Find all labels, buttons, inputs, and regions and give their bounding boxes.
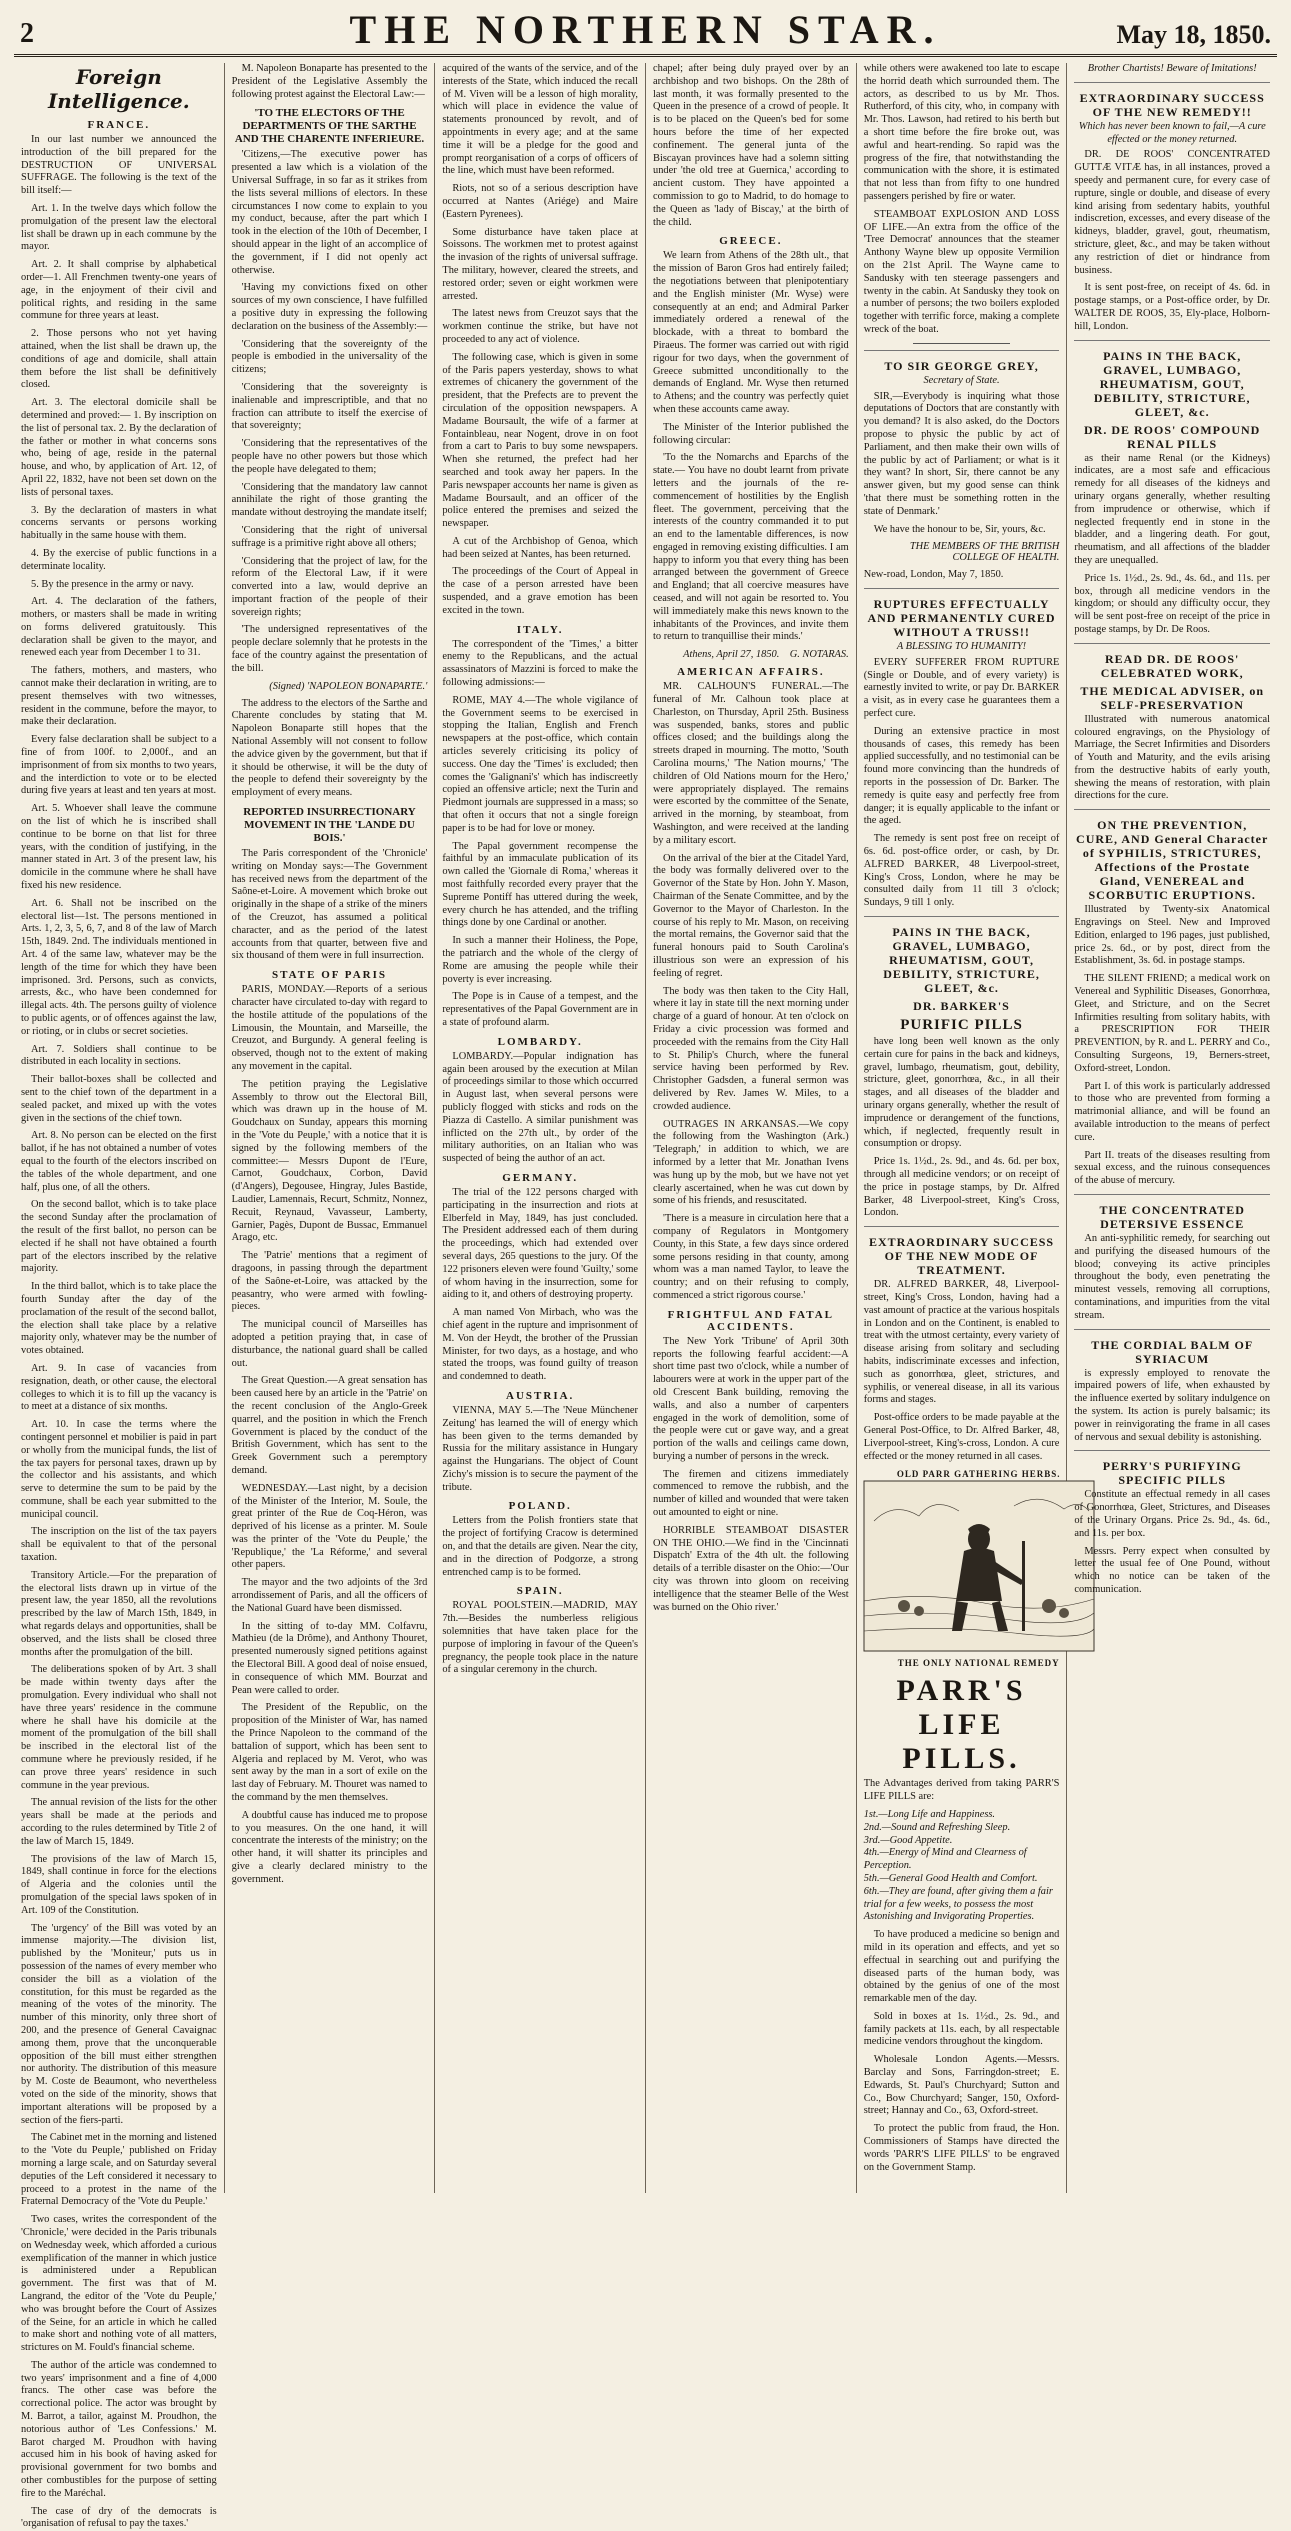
article-paragraph: Art. 7. Soldiers shall continue to be distributed in each locality in sections. <box>21 1043 217 1068</box>
advert-heading: TO SIR GEORGE GREY, <box>884 358 1039 373</box>
newspaper-title: THE NORTHERN STAR. <box>349 7 942 52</box>
advert-heading: RUPTURES EFFECTUALLY AND PERMANENTLY CURED WITHOUT A TRUSS!! <box>867 597 1056 640</box>
advantages-list <box>864 1809 1060 1924</box>
circular-signer: G. NOTARAS. <box>789 649 849 661</box>
article-paragraph: The firemen and citizens immediately commenced to remove the rubbish, and the number of killed and wounded that were taken out amounted to eight or nine. <box>653 1468 849 1519</box>
advert-heading: THE CORDIAL BALM OF SYRIACUM <box>1091 1337 1254 1366</box>
article-paragraph: PARIS, MONDAY.—Reports of a serious character have circulated to-day with regard to the hostile attitude of the populations of the Limousin, the Mountain, and Marseille, the Creuzot, and Burgundy. A general feeling is observed, though not to the extent of making any movement in the capital. <box>231 984 428 1072</box>
advert-paragraph: Illustrated by Twenty-six Anatomical Engravings on Steel. New and Improved Edition, enlarged to 196 pages, just published, price 2s. 6d., or by post, direct from the Establishment, 3s. 6d. in postage stamps. <box>1074 904 1271 967</box>
article-paragraph: ROYAL POOLSTEIN.—MADRID, MAY 7th.—Besides the numberless religious solemnities that have taken place for the purpose of imploring in favour of the Queen's pregnancy, the people took place in the nature of a singular ceremony in the church. <box>442 1600 639 1676</box>
article-paragraph: The 'Patrie' mentions that a regiment of dragoons, in passing through the department of the Saône-et-Loire, was attacked by the peasantry, who were armed with fowling-pieces. <box>231 1250 428 1313</box>
article-paragraph: Art. 9. In case of vacancies from resignation, death, or other cause, the electoral colleges to which it is to fill up the vacancy is to meet at a distance of six months. <box>21 1362 217 1413</box>
page-number: 2 <box>20 18 34 49</box>
article-paragraph: The trial of the 122 persons charged with participating in the insurrection and riots at Elberfeld in May, 1849, has just concluded. The President addressed each of them during the proceedings, which had extended over several days, 265 questions to the jury. Of the 122 prisoners eleven were found 'Guilty,' some of whom having in the insurrection, some for aiding to it, and others of destroying property. <box>442 1186 639 1301</box>
advert-paragraph: as their name Renal (or the Kidneys) indicates, are a most safe and efficacious remedy for all diseases of the kidneys and urinary organs generally, whether resulting from imprudence or otherwise, which if neglected frequently end in stone in the bladder, and a lingering death. For gout, rheumatism, and all affections of the bladder they are unequalled. <box>1074 452 1271 566</box>
advert-paragraph: To protect the public from fraud, the Hon. Commissioners of Stamps have directed the words 'PARR'S LIFE PILLS' to be engraved on the Government Stamp. <box>863 2123 1060 2173</box>
advert-doctor-name: DR. BARKER'S <box>913 999 1010 1014</box>
article-paragraph: A man named Von Mirbach, who was the chief agent in the rupture and imprisonment of M. Von der Heydt, the brother of the Prussian Minister, for two days, as a hostage, and who stated the troops, was found guilty of treason and condemned to death. <box>442 1307 639 1383</box>
article-paragraph: LOMBARDY.—Popular indignation has again been aroused by the execution at Milan of proceedings similar to those which occurred in August last, when several persons were publicly flogged with sticks and rods on the Piazza di Castello. A similar punishment was inflicted on the 27th ult., by order of the military authorities, on an Italian who was suspected of being the author of an act. <box>442 1050 639 1165</box>
article-paragraph: The Cabinet met in the morning and listened to the 'Vote du Peuple,' published on Friday morning a large scale, and on Saturday several deputies of the Left considered it necessary to proceed to a protest in the name of the Fraternal Democracy of the 'Vote du Peuple.' <box>21 2132 217 2208</box>
article-paragraph: Art. 5. Whoever shall leave the commune on the list of which he is inscribed shall continue to be borne on that list for three years, with the condition of justifying, in the manner stated in Art. 3 of the present law, his domicile in the commune where he shall have fixed his new residence. <box>21 803 217 892</box>
article-paragraph: Art. 3. The electoral domicile shall be determined and proved:— 1. By inscription on the list of personal tax. 2. By the declaration of the father or mother in what concerns sons who, being of age, reside in the paternal house, and who, by application of Art. 12, of April 22, 1832, have not been set down on the lists of personal taxes. <box>21 397 217 498</box>
subhead-greece: GREECE. <box>719 235 783 248</box>
advert-heading: ON THE PREVENTION, CURE, AND General Character of SYPHILIS, STRICTURES, Affections of the Prostate Gland, VENEREAL and SCORBUTIC ERUPTIONS. <box>1076 818 1269 903</box>
advert-paragraph: Sold in boxes at 1s. 1½d., 2s. 9d., and family packets at 11s. each, by all respectable medicine vendors throughout the kingdom. <box>863 2010 1060 2048</box>
article-paragraph: Two cases, writes the correspondent of the 'Chronicle,' were decided in the Paris tribunals on Wednesday week, which afforded a curious exemplification of the manner in which justice is administered under a Republican government. The first was that of M. Langrand, the editor of the 'Vote du Peuple,' who was brought before the Court of Assizes of the Seine, for an article in which he called to make short and nothing vote of all matters, strictures on M. Fould's financial scheme. <box>21 2214 217 2354</box>
advert-subheading: Which has never been known to fail,—A cure effected or the money returned. <box>1078 120 1266 145</box>
article-paragraph: Art. 8. No person can be elected on the first ballot, if he has not obtained a number of votes equal to the fourth of the electors inscribed on the tables of the whole department, and one half, plus one, of all the others. <box>21 1130 217 1193</box>
subhead-austria: AUSTRIA. <box>506 1389 575 1402</box>
advert-cordial-balm <box>1074 1329 1270 1445</box>
article-paragraph: VIENNA, MAY 5.—The 'Neue Münchener Zeitung' has learned the will of energy which has been given to the terms demanded by Russia for the military assistance in Hungary against the Hungarians. The object of Count Zichy's mission is to secure the payment of the tribute. <box>442 1404 639 1493</box>
protest-signature: (Signed) 'NAPOLEON BONAPARTE.' <box>269 680 428 692</box>
advert-paragraph: Post-office orders to be made payable at the General Post-Office, to Dr. Alfred Barker, 48, Liverpool-street, King's-cross, London. A cure effected or the money returned in all cases. <box>863 1412 1060 1462</box>
article-paragraph: The correspondent of the 'Times,' a bitter enemy to the Republicans, and the actual assassinators of Mazzini is forced to make the following admissions:— <box>442 638 639 689</box>
article-paragraph: In such a manner their Holiness, the Pope, the patriarch and the whole of the clergy of Rome are amusing the people while their poverty is ever increasing. <box>442 935 639 985</box>
article-paragraph: We learn from Athens of the 28th ult., that the mission of Baron Gros had entirely failed; the negotiations between that plenipotentiary and the English minister (Mr. Wyse) were consequently at an end; and Admiral Parker immediately ordered a renewal of the blockade, with a threat to bombard the Piraeus. The former was carried out with rigid rigour for two days, when the government of Greece submitted unconditionally to the demands of England. Mr. Wyse then returned to Athens; and the country was perfectly quiet when these accounts came away. <box>653 250 849 415</box>
article-paragraph: On the arrival of the bier at the Citadel Yard, the body was formally delivered over to the Governor of the State by Hon. John Y. Mason, Chairman of the Senate Committee, and by the Governor to the Mayor of Charleston. In the course of his reply to Mr. Mason, on receiving the mortal remains, the Governor said that the funeral honours paid to South Carolina's illustrious son were an expression of his feeling of regret. <box>653 852 849 979</box>
advert-paragraph: SIR,—Everybody is inquiring what those deputations of Doctors that are constantly with you demand? It is also asked, do the Doctors propose to physic the public by act of Parliament, and then make their own wills of the public by act of Parliament; or what is it they want? In short, Sir, there cannot be any answer given, but my good sense can think 'that there must be something rotten in the state of Denmark.' <box>863 390 1060 517</box>
column-2 <box>225 63 436 2193</box>
advert-paragraph: DR. ALFRED BARKER, 48, Liverpool-street, King's Cross, London, having had a vast amount of practice at the various hospitals in London and on the Continent, is enabled to treat with the utmost certainty, every variety of disease arising from solitary and secluding habits, indiscriminate excesses and infection, such as gonorrhœa, gleet, strictures, and syphilis, or venereal disease, in all its various forms and stages. <box>863 1279 1060 1406</box>
article-paragraph: ROME, MAY 4.—The whole vigilance of the Government seems to be exercised in stopping the Italian, English and French newspapers at the post-office, which contain articles severely criticising its policy of success. One day the 'Times' is excluded; then comes the 'Galignani's' which has indiscreetly copied an offensive article; next the Turin and Piedmont journals are suppressed in a mass; so that often it occurs that not a single foreign paper is to be had for love or money. <box>442 694 639 834</box>
article-paragraph: 'Considering that the sovereignty of the people is embodied in the universality of the citizens; <box>231 338 428 376</box>
subhead-germany: GERMANY. <box>502 1171 579 1184</box>
advert-paragraph: Price 1s. 1½d., 2s. 9d., 4s. 6d., and 11s. per box, through all medicine vendors in the kingdom; or should any difficulty occur, they will be sent post-free on receipt of the price in postage stamps, by Dr. De Roos. <box>1074 572 1271 635</box>
article-paragraph: The provisions of the law of March 15, 1849, shall continue in force for the elections of Algeria and the colonies until the promulgation of the special laws spoken of in Art. 109 of the Constitution. <box>21 1853 217 1916</box>
illustration-caption-top: OLD PARR GATHERING HERBS. <box>896 1469 1061 1480</box>
article-paragraph: 'The undersigned representatives of the people declare solemnly that he protests in the face of the country against the presentation of the bill. <box>231 624 428 674</box>
advert-subheading: A BLESSING TO HUMANITY! <box>896 641 1027 653</box>
advert-signature: THE MEMBERS OF THE BRITISH COLLEGE OF HEALTH. <box>909 541 1060 564</box>
article-paragraph: Every false declaration shall be subject to a fine of from 100f. to 2,000f., and an imprisonment of from six months to two years, and the interdiction to vote or to be elected during five years at least and ten years at most. <box>21 734 217 797</box>
article-paragraph: Letters from the Polish frontiers state that the project of fortifying Cracow is determined on, and that the details are given. Near the city, and in the direction of Podgorze, a strong entrenched camp is to be formed. <box>442 1515 639 1578</box>
advert-place: New-road, London, May 7, 1850. <box>863 569 1004 581</box>
advert-heading: EXTRAORDINARY SUCCESS OF THE NEW MODE OF TREATMENT. <box>868 1235 1055 1278</box>
article-paragraph: The deliberations spoken of by Art. 3 shall be made within twenty days after the promulgation. Every individual who shall not have three years' residence in the commune where he shall have his domicile at the moment of the promulgation of the bill shall be inscribed in the electoral list of the commune where he previously resided, if he can prove three years' residence in such commune in the year previous. <box>21 1664 217 1791</box>
advert-specific-pills <box>1074 1450 1270 1596</box>
advert-paragraph: It is sent post-free, on receipt of 4s. 6d. in postage stamps, or a Post-office order, by Dr. WALTER DE ROOS, 35, Ely-place, Holborn-hill, London. <box>1074 282 1271 332</box>
list-item: 1st.—Long Life and Happiness. <box>863 1808 996 1820</box>
article-paragraph: In the third ballot, which is to take place the fourth Sunday after the day of the proclamation of the result of the second ballot, the election shall take place by a relative majority only, whatever may be the number of votes obtained. <box>21 1281 217 1357</box>
advert-heading: PAINS IN THE BACK, GRAVEL, LUMBAGO, RHEUMATISM, GOUT, DEBILITY, STRICTURE, GLEET, &c. <box>883 925 1040 996</box>
article-paragraph: In the sitting of to-day MM. Colfavru, Mathieu (de la Drôme), and Anthony Thouret, presented numerously signed petitions against the Electoral Bill. A good deal of noise ensued, in consequence of which MM. Bourzat and Pean were called to order. <box>231 1620 428 1696</box>
subhead-state-of-paris: STATE OF PARIS <box>272 969 387 982</box>
article-paragraph: Riots, not so of a serious description have occurred at Nantes (Ariége) and Maire (Eastern Pyrenees). <box>442 183 639 220</box>
subhead-lombardy: LOMBARDY. <box>497 1035 583 1048</box>
article-paragraph: Art. 2. It shall comprise by alphabetical order—1. All Frenchmen twenty-one years of age, in the enjoyment of their civil and political rights, and residing in the same commune for three years at least. <box>21 259 217 322</box>
advert-detersive-essence <box>1074 1194 1270 1323</box>
article-paragraph: Some disturbance have taken place at Soissons. The workmen met to protest against the invasion of the rights of universal suffrage. The military, however, cleared the streets, and restored order; seven or eight workmen were arrested. <box>442 226 639 302</box>
advert-heading: PAINS IN THE BACK, GRAVEL, LUMBAGO, RHEUMATISM, GOUT, DEBILITY, STRICTURE, GLEET, &c. <box>1093 348 1251 419</box>
advert-silent-friend <box>1074 809 1270 1188</box>
article-paragraph: The New York 'Tribune' of April 30th reports the following fearful accident:—A short time past two o'clock, while a number of labourers were at work in the upper part of the old Crescent Bank building, removing the walls, and also a number of carpenters engaged in the work of demolition, some of the people were cut or gave way, and a great portion of the walls and ceilings came down, burying a number of persons in the wreck. <box>653 1335 849 1462</box>
section-title-foreign-intelligence: Foreign Intelligence. <box>47 65 190 113</box>
article-paragraph: A cut of the Archbishop of Genoa, which had been seized at Nantes, has been returned. <box>442 535 639 560</box>
article-paragraph: On the second ballot, which is to take place the second Sunday after the proclamation of the result of the first ballot, no person can be elected if he shall not have obtained a fourth part of the electors inscribed by the relative majority. <box>21 1199 217 1275</box>
advert-paragraph: We have the honour to be, Sir, yours, &c. <box>873 523 1046 535</box>
list-item: 4th.—Energy of Mind and Clearness of Perception. <box>863 1847 1027 1872</box>
old-parr-engraving-icon <box>864 1481 1094 1651</box>
advert-new-treatment <box>864 1226 1060 1463</box>
list-item: 2nd.—Sound and Refreshing Sleep. <box>863 1821 1011 1833</box>
protest-address-heading: 'TO THE ELECTORS OF THE DEPARTMENTS OF THE SARTHE AND THE CHARENTE INFERIEURE. <box>234 107 425 146</box>
article-paragraph: The following case, which is given in some of the Paris papers yesterday, shows to what extremes of chicanery the government of the president, that the Prefects are to prevent the circulation of the opposition newspapers. A Madame Boursault, the wife of a farmer at Fontainbleau, near Nogent, drove in on foot from a cart to Paris to buy some newspapers. When she returned, the prefect had her searched and took away her papers. In the Paris newspaper accounts her name is given as Madame Boursault, and an officer of the police entered the premises and seized the newspaper. <box>442 351 639 530</box>
column-4 <box>646 63 857 2193</box>
article-paragraph: HORRIBLE STEAMBOAT DISASTER ON THE OHIO.—We find in the 'Cincinnati Dispatch' Extra of the 4th ult. the following details of a terrible disaster on the Ohio:—'Our city was thrown into gloom on receiving intelligence that the steamer Belle of the West was burned on the Ohio river.' <box>653 1524 849 1613</box>
article-paragraph: acquired of the wants of the service, and of the interests of the State, which induced the recall of M. Viven will be a lesson of high morality, which will place in evidence the value of statements pronounced by revolt, and of appointments in every age; and at the same time it will be a pledge for the good and prompt reorganisation of a corps of officers of the line, which must have been reformed. <box>442 63 639 177</box>
subhead-american-affairs: AMERICAN AFFAIRS. <box>677 666 825 679</box>
article-paragraph: The latest news from Creuzot says that the workmen continue the strike, but have not proceeded to any act of violence. <box>442 308 639 345</box>
advert-paragraph: An anti-syphilitic remedy, for searching out and purifying the diseased humours of the blood; conveying its active principles throughout the body, even penetrating the minutest vessels, removing all corruptions, contaminations, and impurities from the vital stream. <box>1074 1233 1271 1321</box>
list-item: 5th.—General Good Health and Comfort. <box>863 1872 1038 1884</box>
article-paragraph: The Pope is in Cause of a tempest, and the representatives of the Papal Government are in a state of profound alarm. <box>442 991 639 1028</box>
article-paragraph: 2. Those persons who not yet having attained, when the list shall be drawn up, the conditions of age and domicile, shall attain them before the list shall be definitively closed. <box>21 328 217 391</box>
column-6 <box>1067 63 1277 2193</box>
article-paragraph: M. Napoleon Bonaparte has presented to the President of the Legislative Assembly the following protest against the Electoral Law:— <box>231 63 428 100</box>
advert-subheading: Secretary of State. <box>923 374 1000 386</box>
article-paragraph: MR. CALHOUN'S FUNERAL.—The funeral of Mr. Calhoun took place at Charleston, on Thursday, April 25th. Business was suspended, banks, stores and public offices closed; and the buildings along the streets draped in mourning. The motto, 'South Carolina mourns,' 'The Nation mourns,' 'The children of Old Nations mourn for the Hero,' were appropriately displayed. The remains were escorted by the committee of the Senate, arrived in the morning, by steamboat, from Washington, and were received at the landing by a military escort. <box>653 681 849 846</box>
advert-paragraph: THE SILENT FRIEND; a medical work on Venereal and Syphilitic Diseases, Gonorrhœa, Gleet, and Stricture, and on the Secret Infirmities resulting from solitary habits, with a PRESCRIPTION FOR THEIR PREVENTION, by R. and L. PERRY and Co., Consulting Surgeons, 19, Berners-street, Oxford-street, London. <box>1074 973 1271 1074</box>
article-paragraph: 'To the the Nomarchs and Eparchs of the state.— You have no doubt learnt from private letters and the journals of the re-commencement of hostilities by the English fleet. The government, perceiving that the interests of the country commanded it to put an end to the lamentable differences, is now engaged in removing existing difficulties. I am happy to inform you that every thing has been arranged between the government of Greece and England; that all coercive measures have ceased, and will not again be resorted to. You will immediately make this news known to the inhabitants of the Provinces, and invite them to return to tranquillise their minds.' <box>653 452 849 643</box>
list-item: 6th.—They are found, after giving them a fair trial for a few weeks, to possess the most Astonishing and Invigorating Properties. <box>863 1885 1053 1923</box>
subhead-italy: ITALY. <box>516 623 564 636</box>
article-paragraph: chapel; after being duly prayed over by an archbishop and two bishops. On the 28th of last month, it was formally presented to the Queen in the presence of a crowd of people. It is to be placed on the Queen's bed for some hours before the time of her expected confinement. The general junta of the Biscayan provinces have had a solemn sitting under 'the old tree at Guernica,' according to ancient custom. They have appointed a commission to go to Madrid, to do homage to the Queen as 'lady of Biscay,' at the birth of the child. <box>653 63 849 228</box>
column-1 <box>14 63 225 2530</box>
article-paragraph: while others were awakened too late to escape the horrid death which surrounded them. The actors, as described to us by Mr. Thos. Rutherford, of this city, who, in company with Mr. Thos. Lawson, had retired to his berth but a short time before the fire broke out, was awful and heart-rending. So rapid was the progress of the fire, that notwithstanding the communication with the shore, it is estimated that not less than from fifty to one hundred passengers perished by fire or water. <box>863 63 1060 202</box>
illustration-caption-bottom: THE ONLY NATIONAL REMEDY <box>897 1658 1060 1669</box>
advert-paragraph: During an extensive practice in most thousands of cases, this remedy has been applied successfully, and no testimonial can be found more convincing than the hundreds of reports in the possession of Dr. Barker. The remedy is quite easy and perfectly free from danger; it is equally applicable to the infant or the aged. <box>863 725 1060 827</box>
columns <box>14 63 1277 2530</box>
advert-paragraph: DR. DE ROOS' CONCENTRATED GUTTÆ VITÆ has, in all instances, proved a speedy and permanent cure, for every case of rupture, single or double, and disease of every kind arising from sedentary habits, youthful indiscretion, excesses, and every disease of the kidneys, bladder, gravel, gout, rheumatism, stricture, gleet, &c., and may be taken without any restriction of diet or hindrance from business. <box>1074 149 1271 276</box>
article-paragraph: Art. 10. In case the terms where the contingent personnel et mobilier is paid in part or wholly from the municipal funds, the list of the tax payers for personal taxes, drawn up by the collector and his assistants, and which serve to determine the sum to be paid by the commune, shall be each year submitted to the municipal council. <box>21 1419 217 1520</box>
article-paragraph: The address to the electors of the Sarthe and Charente concludes by stating that M. Napoleon Bonaparte still hopes that the National Assembly will not consent to follow the advice given by the government, but that if it should be otherwise, it will be the duty of the people to defend their sovereignty by the employment of every means. <box>231 697 428 799</box>
subhead-insurrection: REPORTED INSURRECTIONARY MOVEMENT IN THE 'LANDE DU BOIS.' <box>243 806 416 845</box>
advert-paragraph: Constitute an effectual remedy in all cases of Gonorrhœa, Gleet, Strictures, and Diseases of the Urinary Organs. Price 2s. 9d., 4s. 6d., and 11s. per box. <box>1074 1489 1271 1539</box>
beware-imitations-line: Brother Chartists! Beware of Imitations! <box>1087 63 1257 74</box>
advert-paragraph: is expressly employed to renovate the impaired powers of life, when exhausted by the influence exerted by solitary indulgence on the system. Its action is purely balsamic; its power in reinvigorating the frame in all cases of nervous and sexual debility is astonishing. <box>1074 1367 1271 1443</box>
advert-de-roos-guttae-vitae <box>1074 82 1270 334</box>
advert-purific-pills <box>864 916 1060 1220</box>
article-paragraph: Art. 1. In the twelve days which follow the promulgation of the present law the electoral list shall be drawn up in each commune by the mayor. <box>21 202 217 253</box>
article-paragraph: The Great Question.—A great sensation has been caused here by an article in the 'Patrie' on the recent conclusion of the Anglo-Greek quarrel, and the position in which the French Government is placed by the conduct of the British Government, which has sent to the Greek Government such a peremptory demand. <box>231 1375 428 1476</box>
article-paragraph: In our last number we announced the introduction of the bill prepared for the DESTRUCTION OF UNIVERSAL SUFFRAGE. The following is the text of the bill itself:— <box>21 134 217 197</box>
advert-heading: READ DR. DE ROOS' CELEBRATED WORK, <box>1100 651 1244 680</box>
article-paragraph: The fathers, mothers, and masters, who cannot make their declaration in writing, are to present themselves with two witnesses, resident in the commune, before the mayor, to make their declaration. <box>21 665 217 728</box>
advert-paragraph: have long been well known as the only certain cure for pains in the back and kidneys, gravel, lumbago, rheumatism, gout, debility, stricture, gleet, gonorrhœa, &c., in all their stages, and all diseases of the bladder and urinary organs generally, whether the result of imprudence or derangement of the functions, which, if neglected, frequently result in consumption or dropsy. <box>863 1036 1060 1150</box>
article-paragraph: The annual revision of the lists for the other years shall be made at the periods and according to the rules determined by Title 2 of the law of March 15, 1849. <box>21 1797 217 1847</box>
article-paragraph: The inscription on the list of the tax payers shall be equivalent to that of the personal taxation. <box>21 1526 217 1564</box>
subhead-france: FRANCE. <box>87 119 151 131</box>
article-paragraph: The case of dry of the democrats is 'organisation of refusal to pay the taxes.' <box>21 2505 217 2530</box>
article-paragraph: The President of the Republic, on the proposition of the Minister of War, has named the Prince Napoleon to the command of the battalion of support, which has been sent to Algeria and replaced by M. Verot, who was sent away by the man in a sort of exile on the last day of February. M. Thouret was named to the command by the men themselves. <box>231 1702 428 1804</box>
advert-paragraph: EVERY SUFFERER FROM RUPTURE (Single or Double, and of every variety) is earnestly invited to write, or pay Dr. BARKER a visit, as in every case he guarantees them a perfect cure. <box>863 656 1060 720</box>
article-paragraph: 'Considering that the mandatory law cannot annihilate the right of those granting the mandate without destroying the mandate itself; <box>231 481 428 519</box>
article-paragraph: 'Considering that the right of universal suffrage is a primitive right above all others; <box>231 524 428 549</box>
article-paragraph: WEDNESDAY.—Last night, by a decision of the Minister of the Interior, M. Soule, the great printer of the Rue de Coq-Héron, was deprived of his license as a printer. M. Soule was the printer of the 'Vote du Peuple,' the 'Republique,' the 'La Réforme,' and several other papers. <box>231 1482 428 1571</box>
article-paragraph: Art. 4. The declaration of the fathers, mothers, or masters shall be made in writing on forms delivered gratuitously. This declaration shall be given to the mayor, and renewed each year from December 1 to 31. <box>21 596 217 659</box>
advert-product-name: DR. DE ROOS' COMPOUND RENAL PILLS <box>1084 422 1261 451</box>
article-paragraph: 5. By the presence in the army or navy. <box>31 578 194 590</box>
subhead-spain: SPAIN. <box>516 1585 564 1598</box>
circular-signature <box>653 649 849 660</box>
old-parr-illustration <box>864 1469 1094 1668</box>
advert-paragraph: The remedy is sent post free on receipt of 6s. 6d. post-office order, or cash, by Dr. ALFRED BARKER, 48 Liverpool-street, King's Cross, London, where he may be consulted daily from 11 till 3 o'clock; Sundays, 9 till 1 only. <box>863 833 1060 909</box>
article-paragraph: The 'urgency' of the Bill was voted by an immense majority.—The division list, published by the 'Moniteur,' puts us in possession of the names of every member who consider the bill as a violation of the constitution, for this must be regarded as the meaning of the votes of the minority. The number of this minority, only three short of 200, and the presence of General Cavaignac among them, prove that the unconquerable opposition of the bill must either strengthen nor authority. The distribution of this measure by M. Coste de Beaumont, who nevertheless voted on the side of the minority, shows that important alterations will be proposed by a section of the fiers-parti. <box>21 1922 217 2126</box>
advert-paragraph: Part I. of this work is particularly addressed to those who are prevented from forming a matrimonial alliance, and will be found an available introduction to the means of perfect cure. <box>1074 1080 1271 1143</box>
article-paragraph: OUTRAGES IN ARKANSAS.—We copy the following from the Washington (Ark.) 'Telegraph,' in addition to which, we are informed by a letter that Mr. Jonathan Ivens was hung up by the mob, but we have not yet clearly ascertained, when he was cut down by some of his friends, and resuscitated. <box>653 1118 849 1207</box>
article-paragraph: STEAMBOAT EXPLOSION AND LOSS OF LIFE.—An extra from the office of the 'Tree Democrat' announces that the steamer Anthony Wayne blew up opposite Vermilion on the 21st April. The Wayne came to Sandusky with ten steerage passengers and twenty in the cabin. At Sandusky they took on a number of persons; the two boilers exploded together with terrific force, making a complete wreck of the boat. <box>863 208 1060 335</box>
circular-place-date: Athens, April 27, 1850. <box>683 649 780 661</box>
article-paragraph: The Paris correspondent of the 'Chronicle' writing on Monday says:—The Government has received news from the department of the Saône-et-Loire. A movement which broke out originally in the shape of a strike of the miners of the Creuzot, has assumed a political character, and as the period of the latest accounts from that quarter, between five and six thousand of them were in full insurrection. <box>231 848 428 962</box>
advert-paragraph: Price 1s. 1½d., 2s. 9d., and 4s. 6d. per box, through all medicine vendors; or on receipt of the price in postage stamps, by Dr. Alfred Barker, 48 Liverpool-street, King's Cross, London. <box>863 1156 1060 1219</box>
article-paragraph: 'Considering that the representatives of the people have no other powers but those which the people have delegated to them; <box>231 438 428 475</box>
article-paragraph: 'Considering that the sovereignty is inalienable and imprescriptible, and that no fraction can attribute to itself the exercise of that sovereignty; <box>231 381 428 432</box>
advert-heading: EXTRAORDINARY SUCCESS OF THE NEW REMEDY!! <box>1079 90 1265 119</box>
advert-paragraph: Messrs. Perry expect when consulted by letter the usual fee of One Pound, without which no notice can be taken of the communication. <box>1074 1545 1271 1595</box>
advert-heading: THE CONCENTRATED DETERSIVE ESSENCE <box>1099 1203 1245 1232</box>
article-paragraph: The proceedings of the Court of Appeal in the case of a person arrested have been suspended, and a grave emotion has been excited in the town. <box>442 566 639 616</box>
list-item: 3rd.—Good Appetite. <box>863 1834 953 1846</box>
advert-ruptures <box>864 588 1060 910</box>
advert-sir-george-grey <box>864 350 1060 582</box>
advert-subheading: THE MEDICAL ADVISER, on SELF-PRESERVATION <box>1080 683 1265 712</box>
advert-paragraph: Wholesale London Agents.—Messrs. Barclay and Sons, Farringdon-street; E. Edwards, St. Paul's Churchyard; Sutton and Co., Bow Churchyard; Sanger, 150, Oxford-street; Hannay and Co., 63, Oxford-street. <box>863 2054 1060 2117</box>
article-paragraph: The petition praying the Legislative Assembly to throw out the Electoral Bill, which was drawn up in the house of M. Goudchaux on Sunday, appears this morning in the 'Vote du Peuple,' with a notice that it is signed by the following members of the committee:— Messrs Dupont de l'Eure, Carnot, Goudchaux, Corbon, David (d'Angers), Degousee, Hingray, Jules Bastide, Laudier, Lamennais, Recurt, Schmitz, Nonnez, Recuit, Reynaud, Vavasseur, Lamberty, Garnier, Pagès, Dupont de Bussac, Emmanuel Arago, etc. <box>231 1078 428 1244</box>
advert-heading: PERRY'S PURIFYING SPECIFIC PILLS <box>1102 1459 1242 1488</box>
divider <box>913 343 1011 344</box>
article-paragraph: 'There is a measure in circulation here that a company of Regulators in Montgomery County, in this State, a few days since ordered some persons residing in that county, among whom was a man named Taylor, to leave the country; and on their refusing to comply, commenced a strict rigorous course.' <box>653 1213 849 1301</box>
parrs-life-pills-title: PARR'S LIFE PILLS. <box>896 1674 1027 1776</box>
article-paragraph: 3. By the declaration of masters in what concerns servants or persons working habitually in the same house with them. <box>21 504 217 542</box>
advert-product-name: PURIFIC PILLS <box>900 1017 1023 1034</box>
article-paragraph: 'Citizens,—The executive power has presented a law which is a violation of the Universal Suffrage, in so far as it strikes from the lists several millions of electors. In these circumstances I now come to explain to you my conduct, because, after the part which I took in the election of the 10th of December, I should appear in the light of an accomplice of the government, if I did not openly act otherwise. <box>231 149 428 276</box>
masthead <box>14 6 1277 57</box>
advert-paragraph: To have produced a medicine so benign and mild in its operation and effects, and yet so effectual in searching out and purifying the diseased parts of the human body, was obtained by the genius of one of the most remarkable men of the day. <box>863 1929 1060 2005</box>
article-paragraph: The Minister of the Interior published the following circular: <box>653 421 849 446</box>
column-5 <box>857 63 1068 2193</box>
article-paragraph: The author of the article was condemned to two years' imprisonment and a fine of 4,000 francs. The other case was before the correctional police. The actor was brought by M. Barrot, a tailor, against M. Proudhon, the notorious author of 'Les Confessions.' M. Barot charged M. Proudhon with having accused him in his book of having asked for provisional government for two bombs and other combustibles for the purpose of setting fire to the Maréchal. <box>21 2359 217 2499</box>
article-paragraph: Their ballot-boxes shall be collected and sent to the chief town of the department in a sealed packet, and mixed up with the votes given in the sections of the chief town. <box>21 1074 217 1124</box>
advert-paragraph: Illustrated with numerous anatomical coloured engravings, on the Physiology of Marriage, the Secret Infirmities and Disorders of Youth and Maturity, and the evils arising from the destructive habits of early youth, shewing the means of restoration, with plain directions for the cure. <box>1074 713 1271 802</box>
article-paragraph: The body was then taken to the City Hall, where it lay in state till the next morning under charge of a guard of honour. At ten o'clock on Friday a civic procession was formed and proceeded with the remains from the City Hall to St. Philip's Church, where the funeral service having been performed by Rev. Christopher Gadsden, a funeral sermon was delivered by Rev. James W. Miles, to a crowded audience. <box>653 985 849 1112</box>
subhead-poland: POLAND. <box>508 1500 572 1513</box>
newspaper-page <box>0 6 1291 2530</box>
advert-renal-pills <box>1074 340 1270 637</box>
article-paragraph: A doubtful cause has induced me to propose to you measures. On the one hand, it will concentrate the interests of the ministry; on the other hand, it will shatter its principles and give a clearly declared ministry to the government. <box>231 1809 428 1885</box>
article-paragraph: 'Considering that the project of law, for the reform of the Electoral Law, if it were converted into a law, would deprive an important fraction of the people of their sovereign rights; <box>231 555 428 618</box>
article-paragraph: Art. 6. Shall not be inscribed on the electoral list—1st. The persons mentioned in Arts. 1, 2, 3, 5, 6, 7, and 8 of the law of March 15th, 1849. 2nd. The individuals mentioned in Art. 4 of the same law, whatever may be the length of the time for which they have been imprisoned. 3rd. Persons, such as convicts, arrests, &c., who have been condemned for illegal acts. 4th. The persons guilty of violence to public agents, or of offences against the law, or rioting, or in clubs or secret societies. <box>21 897 217 1037</box>
issue-date: May 18, 1850. <box>1116 20 1271 49</box>
advert-paragraph: The Advantages derived from taking PARR'S LIFE PILLS are: <box>863 1778 1060 1803</box>
column-3 <box>435 63 646 2193</box>
article-paragraph: 'Having my convictions fixed on other sources of my own conscience, I have fulfilled a positive duty in expressing the following declaration on the business of the Assembly:— <box>231 282 428 332</box>
article-paragraph: The municipal council of Marseilles has adopted a petition praying that, in case of disturbance, the national guard shall be called out. <box>231 1319 428 1369</box>
article-paragraph: Transitory Article.—For the preparation of the electoral lists drawn up in virtue of the present law, the year 1850, all the revolutions prescribed by the law of March 15th, 1849, in what regards delays and opportunities, shall be observed, and the lists shall be closed three months after the promulgation of the bill. <box>21 1569 217 1658</box>
subhead-accidents: FRIGHTFUL AND FATAL ACCIDENTS. <box>667 1308 835 1333</box>
advert-medical-adviser <box>1074 643 1270 804</box>
advert-paragraph: Part II. treats of the diseases resulting from sexual excess, and the ruinous consequences of the abuse of mercury. <box>1074 1149 1271 1187</box>
article-paragraph: The mayor and the two adjoints of the 3rd arrondissement of Paris, and all the officers of the National Guard have been dismissed. <box>231 1577 428 1614</box>
article-paragraph: The Papal government recompense the faithful by an immaculate publication of its own called the 'Giornale di Roma,' whereas it most faithfully recorded every prayer that the Supreme Pontiff has uttered during the week, every church he has attended, and the trifling things done by one Cardinal or another. <box>442 840 639 929</box>
article-paragraph: 4. By the exercise of public functions in a determinate locality. <box>21 547 217 572</box>
